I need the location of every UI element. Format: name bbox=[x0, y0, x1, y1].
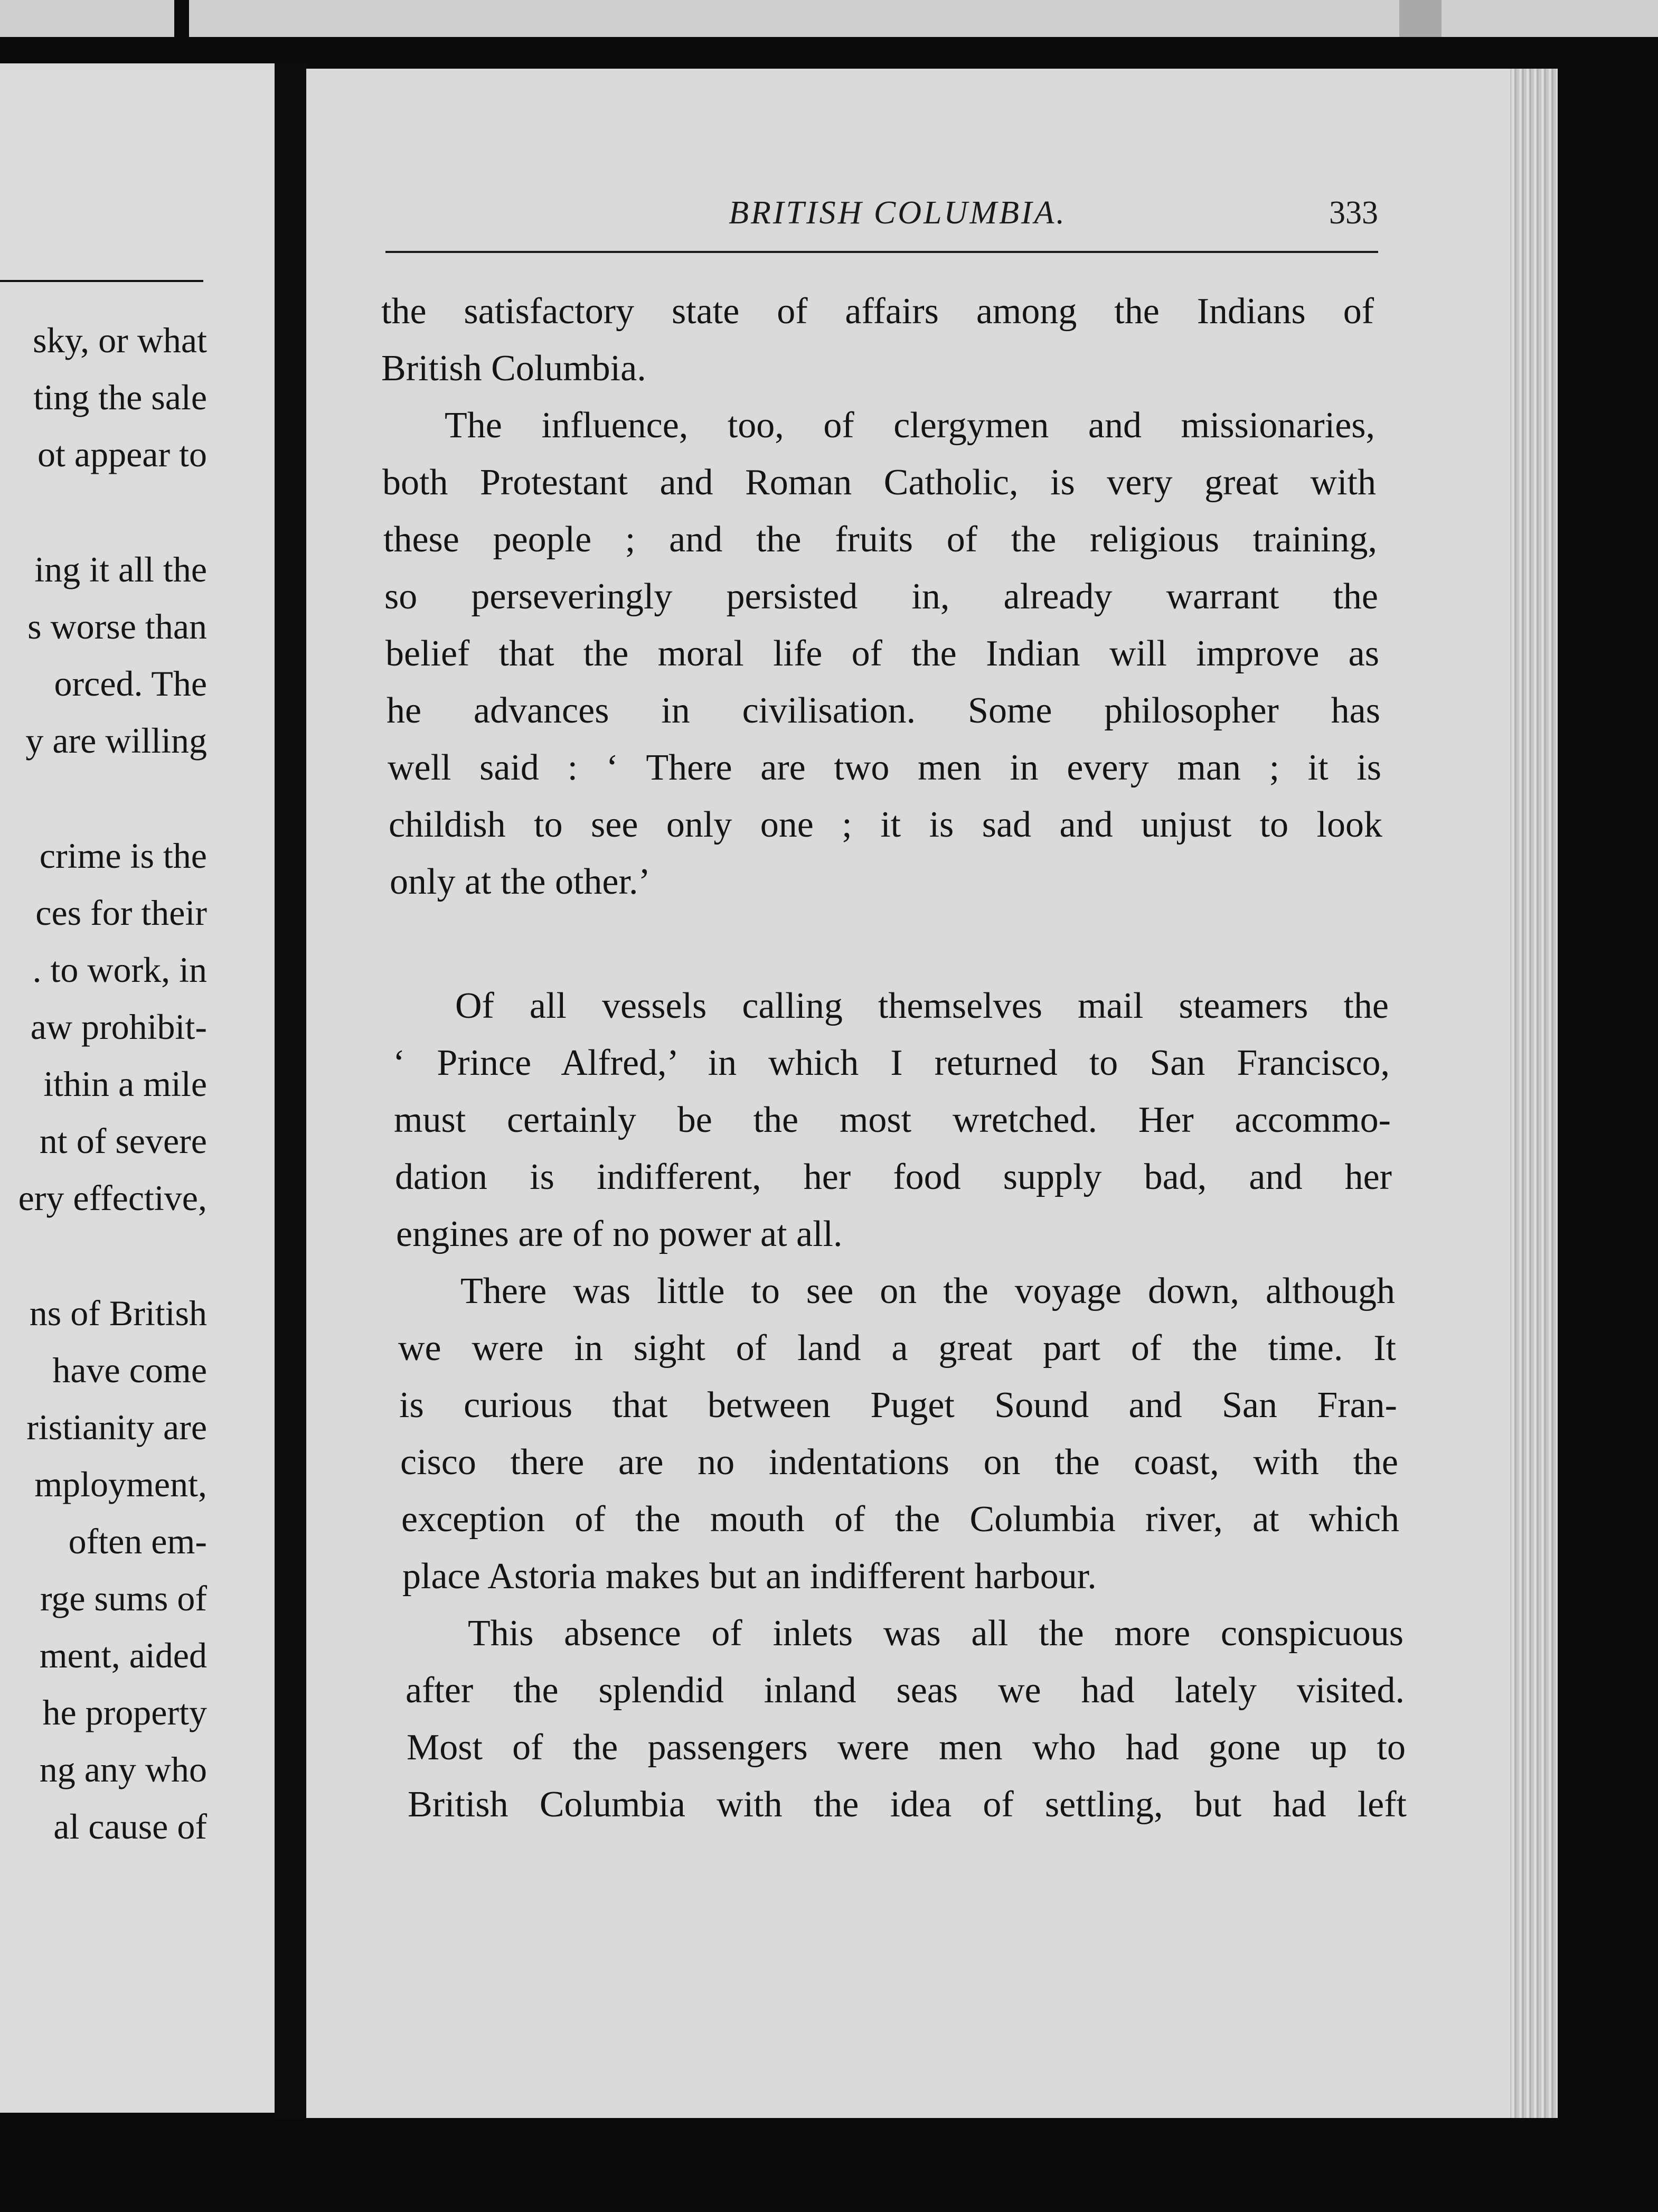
text-line: well said : ‘ There are two men in every man ; it is bbox=[388, 747, 1381, 788]
text-line: dation is indifferent, her food supply bad, and her bbox=[395, 1157, 1392, 1197]
text-line: Of all vessels calling themselves mail steamers the bbox=[455, 986, 1389, 1026]
text-line: British Columbia. bbox=[381, 348, 646, 389]
text-line: so perseveringly persisted in, already warrant the bbox=[384, 576, 1378, 617]
text-line: both Protestant and Roman Catholic, is very great with bbox=[382, 462, 1376, 503]
left-page-line: ristianity are bbox=[26, 1407, 207, 1447]
text-line: exception of the mouth of the Columbia river, at which bbox=[401, 1499, 1399, 1540]
left-page-line: ing it all the bbox=[34, 549, 207, 589]
text-line: childish to see only one ; it is sad and unjust to look bbox=[389, 804, 1382, 845]
text-line: This absence of inlets was all the more conspicuous bbox=[468, 1613, 1403, 1654]
left-page-line: crime is the bbox=[39, 836, 207, 876]
left-page-line: ithin a mile bbox=[43, 1064, 207, 1104]
left-page-line: have come bbox=[52, 1350, 207, 1390]
left-page-line: s worse than bbox=[27, 606, 207, 646]
left-page-rule bbox=[0, 280, 203, 282]
left-page-line: ot appear to bbox=[37, 434, 207, 474]
left-page-line: sky, or what bbox=[33, 320, 207, 360]
left-page-line: ns of British bbox=[29, 1293, 207, 1333]
text-line: only at the other.’ bbox=[390, 861, 651, 902]
left-page-line: often em- bbox=[68, 1521, 207, 1561]
left-facing-page bbox=[0, 63, 275, 2113]
text-line: he advances in civilisation. Some philosopher has bbox=[387, 690, 1380, 731]
body-text bbox=[306, 69, 1552, 2118]
text-line: There was little to see on the voyage down, although bbox=[460, 1271, 1395, 1311]
text-line: place Astoria makes but an indifferent harbour. bbox=[402, 1556, 1097, 1597]
text-line: cisco there are no indentations on the coast, with the bbox=[400, 1442, 1398, 1483]
text-line: after the splendid inland seas we had lately visited. bbox=[406, 1670, 1405, 1711]
text-line: the satisfactory state of affairs among the Indians of bbox=[381, 291, 1374, 332]
page-edges bbox=[1510, 69, 1558, 2118]
left-page-line: ng any who bbox=[39, 1749, 207, 1789]
left-page-line: ment, aided bbox=[39, 1635, 207, 1675]
left-page-line: y are willing bbox=[25, 720, 207, 761]
left-page-line: . to work, in bbox=[32, 950, 207, 990]
left-page-line: rge sums of bbox=[40, 1578, 207, 1618]
left-page-line: nt of severe bbox=[39, 1121, 207, 1161]
page-edge-strip bbox=[1399, 0, 1442, 37]
text-line: belief that the moral life of the Indian will improve as bbox=[385, 633, 1379, 674]
text-line: Most of the passengers were men who had gone up to bbox=[407, 1727, 1406, 1768]
left-page-line: orced. The bbox=[54, 663, 207, 704]
left-page-line: mployment, bbox=[34, 1464, 207, 1504]
text-line: is curious that between Puget Sound and San Fran- bbox=[399, 1385, 1397, 1426]
text-line: these people ; and the fruits of the religious training, bbox=[383, 519, 1377, 560]
page-333 bbox=[306, 69, 1552, 2118]
text-line: ‘ Prince Alfred,’ in which I returned to San Francisco, bbox=[393, 1043, 1390, 1083]
left-page-line: ces for their bbox=[35, 893, 207, 933]
page-number: 333 bbox=[1329, 195, 1378, 231]
text-line: British Columbia with the idea of settling, but had left bbox=[408, 1784, 1407, 1825]
page-gap bbox=[174, 0, 189, 37]
text-line: we were in sight of land a great part of the time. It bbox=[398, 1328, 1396, 1369]
left-page-line: aw prohibit- bbox=[30, 1007, 207, 1047]
left-page-line: he property bbox=[42, 1692, 207, 1732]
text-line: engines are of no power at all. bbox=[396, 1214, 843, 1254]
running-head: BRITISH COLUMBIA. bbox=[729, 195, 1067, 231]
book-gutter bbox=[275, 63, 306, 2118]
text-line: must certainly be the most wretched. Her accommo- bbox=[394, 1100, 1391, 1140]
left-page-line: ting the sale bbox=[33, 377, 207, 417]
left-page-line: ery effective, bbox=[18, 1178, 207, 1218]
text-line: The influence, too, of clergymen and missionaries, bbox=[445, 405, 1375, 446]
left-page-line: al cause of bbox=[53, 1806, 207, 1847]
